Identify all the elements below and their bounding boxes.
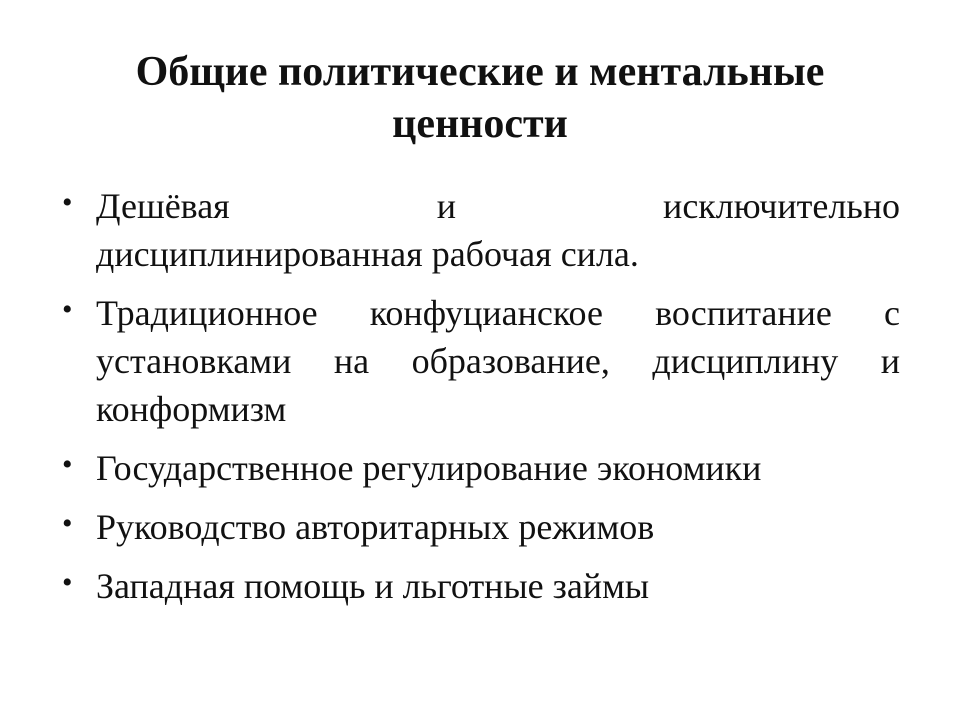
bullet-dot-icon: • <box>62 448 73 481</box>
bullet-dot-icon: • <box>62 507 73 540</box>
bullet-item <box>62 182 900 278</box>
bullet-item <box>62 503 900 551</box>
bullet-dot-icon: • <box>62 566 73 599</box>
bullet-dot-icon: • <box>62 293 73 326</box>
bullet-item <box>62 444 900 492</box>
bullet-dot-icon: • <box>62 186 73 219</box>
bullet-item <box>62 289 900 433</box>
bullet-item <box>62 562 900 610</box>
bullet-text: Государственное регулирование экономики <box>96 448 762 488</box>
slide-title: Общие политические и ментальные ценности <box>135 49 825 147</box>
bullet-text: Традиционное конфуцианское воспитание с установками на образование, дисциплину и конформизм <box>96 293 900 429</box>
bullet-list <box>62 182 900 621</box>
bullet-text: Дешёвая и исключительно <box>96 186 900 226</box>
bullet-text: Западная помощь и льготные займы <box>96 566 650 606</box>
bullet-text-continuation: дисциплинированная рабочая сила. <box>96 234 639 274</box>
bullet-text: Руководство авторитарных режимов <box>96 507 655 547</box>
